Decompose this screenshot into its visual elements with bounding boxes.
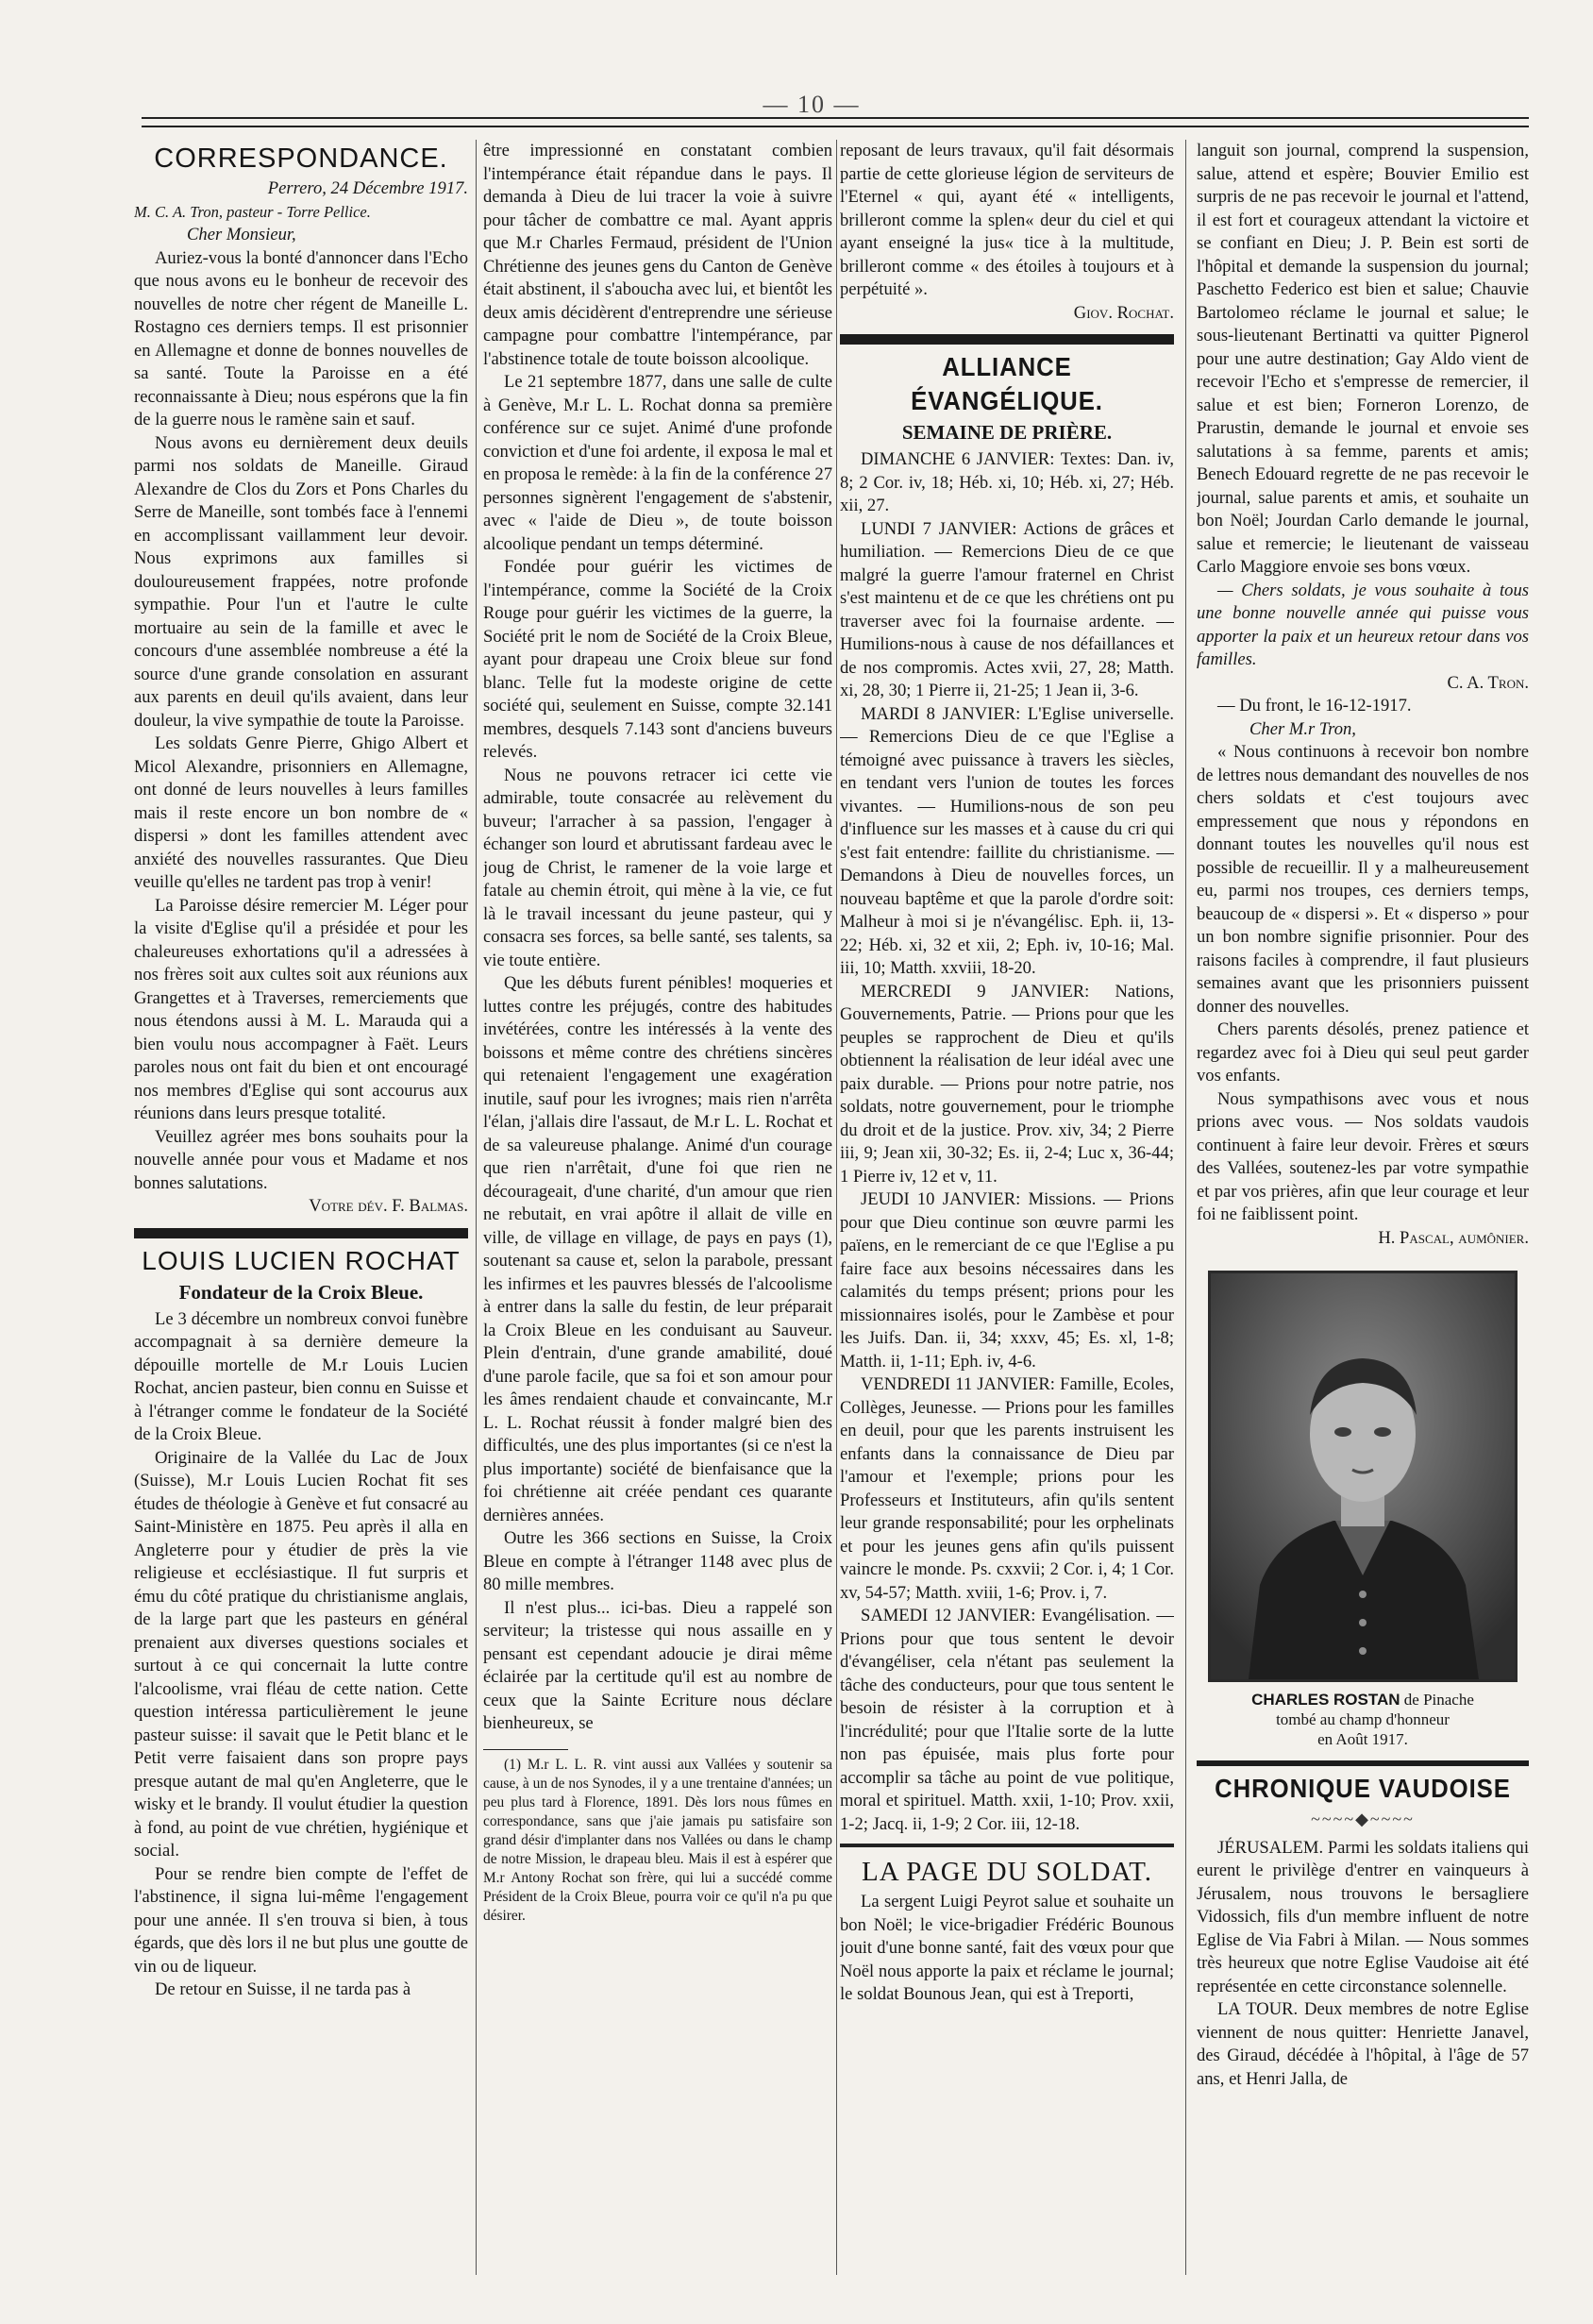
paragraph: Outre les 366 sections en Suisse, la Croix Bleue en compte à l'étranger 1148 avec plus de 80 mille membres. (483, 1528, 832, 1594)
paragraph: Les soldats Genre Pierre, Ghigo Albert et Micol Alexandre, prisonniers en Allemagne, ont donné de leurs nouvelles à leurs familles mais il reste encore un bon nombre de « dispersi » dont les familles attendent avec anxiété des nouvelles rassurantes. Que Dieu veuille qu'elles ne tardent pas trop à venir! (134, 733, 468, 892)
photo-caption-name: CHARLES ROSTAN (1251, 1691, 1400, 1709)
dateline: Perrero, 24 Décembre 1917. (267, 178, 468, 198)
column-4 (1197, 140, 1529, 2311)
column-3 (840, 140, 1174, 2311)
paragraph: « Nous continuons à recevoir bon nombre de lettres nous demandant des nouvelles de nos chers soldats et c'est toujours avec empressement que nous y répondons en donnant toutes les nouvelles qu'il nous est possible de recueillir. Il y a malheureusement eu, parmi nos troupes, ces derniers temps, beaucoup de « dispersi ». Et « disperso » pour un bon nombre signifie prisonnier. Pour des raisons faciles à comprendre, il faut plusieurs semaines avant que les prisonniers puissent donner des nouvelles. (1197, 742, 1529, 1017)
ornament-divider: ~~~~◆~~~~ (1311, 1810, 1415, 1828)
dateline: — Du front, le 16-12-1917. (1217, 696, 1412, 716)
paragraph: La sergent Luigi Peyrot salue et souhaite un bon Noël; le vice-brigadier Frédéric Bounous jouit d'une bonne santé, fait des vœux pour que Noël nous apporte la paix et réclame le journal; le soldat Bounous Jean, qui est à Treporti, (840, 1892, 1174, 2004)
paragraph: être impressionné en constatant combien l'intempérance était répandue dans le pays. Il demanda à Dieu de lui tracer la voie à suivre pour tâcher de combattre ce mal. Ayant appris que M.r Charles Fermaud, président de l'Union Chrétienne des jeunes gens du Canton de Genève était abstinent, il s'aboucha avec lui, et bientôt les deux amis décidèrent d'entreprendre une sérieuse campagne pour combattre l'intempérance, par l'abstinence totale de toute boisson alcoolique. (483, 141, 832, 369)
portrait-image (1211, 1273, 1515, 1679)
paragraph: reposant de leurs travaux, qu'il fait désormais partie de cette glorieuse légion de serviteurs de l'Eternel « qui, ayant été « intelligents, brilleront comme la splen« deur du ciel et qui ayant enseigné la jus« tice à la multitude, brilleront comme « des étoiles à toujours et à perpétuité ». (840, 141, 1174, 299)
column-divider (836, 140, 837, 2275)
paragraph: languit son journal, comprend la suspension, salue, attend et espère; Bouvier Emilio est surpris de ne pas recevoir le journal et l'attend, il est fort et courageux attendant la victoire et se confiant en Dieu; J. P. Bein est sorti de l'hôpital et demande la suspension du journal; Paschetto Federico est bien et salue; Chauvie Bartolomeo réclame le journal et salue; le sous-lieutenant Bertinatti va quitter Pignerol pour une autre destination; Gay Aldo vient de recevoir l'Echo et s'empresse de remercier, il salue et est bien; Forneron Lorenzo, de Prarustin, demande le journal et envoie ses salutations à sa femme, parents et amis; Benech Edouard regrette de ne pas recevoir le journal, salue parents et amis, et souhaite un bon Noël; Jourdan Carlo demande le journal, salue et remercie; le lieutenant de vaisseau Carlo Maggiore envoie ses bons vœux. (1197, 141, 1529, 577)
paragraph: Le 21 septembre 1877, dans une salle de culte à Genève, M.r L. L. Rochat donna sa première conférence sur ce sujet. Animé d'une profonde conviction et d'une foi ardente, il exposa le mal et en proposa le remède: à la fin de la conférence 27 personnes signèrent l'engagement de s'abstenir, avec « l'aide de Dieu », de toute boisson alcoolique pendant un temps déterminé. (483, 372, 832, 554)
footnote: (1) M.r L. L. R. vint aussi aux Vallées y soutenir sa cause, à un de nos Synodes, il y a une trentaine d'années; un peu plus tard à Florence, 1891. Dès lors nous fûmes en correspondance, sans que j'aie jamais pu satisfaire son grand désir d'implanter dans nos Vallées ou dans le champ de notre Mission, le drapeau bleu. Mais il est à espérer que M.r Antony Rochat son frère, qui lui a succédé comme Président de la Croix Bleue, pourra voir ce qu'il n'a pu que désirer. (483, 1756, 832, 1924)
photo-caption-line: en Août 1917. (1317, 1730, 1408, 1748)
column-divider (1185, 140, 1186, 2275)
paragraph: Auriez-vous la bonté d'annoncer dans l'Echo que nous avons eu le bonheur de recevoir des nouvelles de notre cher régent de Maneille L. Rostagno ces derniers temps. Il est prisonnier en Allemagne et donne de bonnes nouvelles de sa santé. Toute la Paroisse en a été reconnaissante à Dieu; nous espérons que la fin de la guerre nous le ramène sain et sauf. (134, 247, 468, 429)
column-divider (476, 140, 477, 2275)
paragraph: Nous sympathisons avec vous et nous prions avec vous. — Nos soldats vaudois continuent à faire leur devoir. Frères et sœurs des Vallées, soutenez-les par votre sympathie et par vos prières, afin que leur courage et leur foi ne faiblissent point. (1197, 1088, 1529, 1224)
paragraph: Originaire de la Vallée du Lac de Joux (Suisse), M.r Louis Lucien Rochat fit ses études de théologie à Genève et fut consacré au Saint-Ministère en 1875. Peu après il alla en Angleterre pour y étudier de près la vie religieuse et ecclésiastique. Il fut surpris et ému du côté pratique du christianisme anglais, de la large part que les pasteurs en général prenaient aux diverses questions sociales et surtout à ce qui concernait la lutte contre l'alcoolisme, vrai fléau de cette nation. Cette question intéressa particulièrement le jeune pasteur suisse: il savait que le Petit blanc et le Petit verre faisaient dans son propre pays presque autant de mal qu'en Angleterre, que le wisky et le brandy. Il voulut étudier la question à fond, au point de vue chrétien, hygiénique et social. (134, 1447, 468, 1861)
footnote-rule (483, 1749, 568, 1750)
salutation: Cher M.r Tron, (1249, 718, 1356, 739)
signature: Votre dév. F. Balmas. (309, 1196, 468, 1216)
rochat-heading: LOUIS LUCIEN ROCHAT (142, 1245, 461, 1275)
alliance-subheading: SEMAINE DE PRIÈRE. (901, 421, 1113, 444)
paragraph: Il n'est plus... ici-bas. Dieu a rappelé son serviteur; la tristesse qui nous assaille en y pensant est cependant adoucie je dirai même éclairée par la certitude qu'il est au nombre de ceux que la Sainte Ecriture nous déclare bienheureux, se (483, 1597, 832, 1733)
section-separator (840, 334, 1174, 345)
address-line: M. C. A. Tron, pasteur - Torre Pellice. (134, 202, 371, 221)
paragraph: Le 3 décembre un nombreux convoi funèbre accompagnait à sa dernière demeure la dépouille mortelle de M.r Louis Lucien Rochat, ancien pasteur, bien connu en Suisse et à l'étranger comme le fondateur de la Société de la Croix Bleue. (134, 1308, 468, 1444)
photo-caption-line: tombé au champ d'honneur (1276, 1710, 1450, 1728)
paragraph: Pour se rendre bien compte de l'effet de l'abstinence, il signa lui-même l'engagement pour une année. Il s'en trouva si bien, à tous égards, que dès lors il ne but plus une goutte de vin ou de liqueur. (134, 1863, 468, 1977)
paragraph: Fondée pour guérir les victimes de l'intempérance, comme la Société de la Croix Rouge pour guérir les victimes de la guerre, la Société prit le nom de Société de la Croix Bleue, ayant pour drapeau une Croix bleue sur fond blanc. Telle fut la modeste origine de cette société qui, seulement en Suisse, compte 32.141 membres, desquels 7.143 sont d'anciens buveurs relevés. (483, 557, 832, 762)
paragraph: Nous ne pouvons retracer ici cette vie admirable, toute consacrée au relèvement du buveur; l'arracher à sa passion, l'engager à échanger son lourd et abrutissant fardeau avec le joug de Christ, le ramener de la voie large et fatale au chemin étroit, qui mène à la vie, ce fut là le travail incessant du jeune pasteur, qui y consacra ses forces, sa belle santé, ses talents, sa vie toute entière. (483, 765, 832, 970)
soldat-heading: LA PAGE DU SOLDAT. (861, 1857, 1153, 1887)
prayer-day: DIMANCHE 6 JANVIER: Textes: Dan. iv, 8; 2 Cor. iv, 18; Héb. xi, 10; Héb. xi, 27; Héb. xii, 27. (840, 449, 1174, 515)
paragraph: De retour en Suisse, il ne tarda pas à (155, 1979, 411, 1999)
paragraph: La Paroisse désire remercier M. Léger pour la visite d'Eglise qu'il a présidée et pour les chaleureuses exhortations qu'il a adressées à nos frères soit aux cultes soit aux réunions aux Grangettes et à Traverses, remerciements que nous étendons aussi à M. L. Marauda qui a bien voulu nous accompagner à Faët. Leurs paroles nous ont fait du bien et ont encouragé nos membres d'Eglise qui sont accourus aux réunions dans leurs presque totalité. (134, 895, 468, 1123)
column-1 (134, 140, 468, 2311)
paragraph: Chers parents désolés, prenez patience et regardez avec foi à Dieu qui seul peut garder vos enfants. (1197, 1019, 1529, 1086)
section-separator (840, 1844, 1174, 1847)
prayer-day: VENDREDI 11 JANVIER: Famille, Ecoles, Collèges, Jeunesse. — Prions pour les familles en deuil, pour que les parents instruisent les enfants dans la connaissance de Dieu par l'amour et l'exemple; prions pour les Professeurs et Instituteurs, afin qu'ils sentent leur grande responsabilité; pour les orphelinats et pour les jeunes gens afin qu'ils puissent vaincre le monde. Ps. cxxvii; 2 Cor. i, 4; 1 Cor. xv, 54-57; Matth. xviii, 1-6; Prov. i, 7. (840, 1374, 1174, 1603)
page-number: — 10 — (763, 91, 861, 118)
paragraph: — Chers soldats, je vous souhaite à tous une bonne nouvelle année qui puisse vous apporter la paix et un heureux retour dans vos familles. (1197, 580, 1529, 669)
paragraph: Veuillez agréer mes bons souhaits pour la nouvelle année pour vous et Madame et nos bonnes salutations. (134, 1126, 468, 1193)
soldier-portrait-photo (1208, 1271, 1518, 1682)
signature: Giov. Rochat. (1073, 302, 1174, 323)
paragraph: LA TOUR. Deux membres de notre Eglise viennent de nous quitter: Henriette Janavel, des Giraud, décédée à l'hôpital, à l'âge de 57 ans, et Henri Jalla, de (1197, 1999, 1529, 2089)
section-separator (134, 1228, 468, 1238)
prayer-day: JEUDI 10 JANVIER: Missions. — Prions pour que Dieu continue son œuvre parmi les païens, en le remerciant de ce que l'Eglise a pu faire face aux besoins nécessaires dans les calamités du temps présent; prions pour les missionnaires isolés, pour le Zambèse et pour les Juifs. Dan. ii, 34; xxxv, 45; Es. xl, 1-8; Matth. ii, 1-11; Eph. iv, 4-6. (840, 1189, 1174, 1372)
paragraph: Nous avons eu dernièrement deux deuils parmi nos soldats de Maneille. Giraud Alexandre de Clos du Zors et Pons Charles du Serre de Maneille, sont tombés face à l'ennemi en accomplissant vaillamment leur devoir. Nous exprimons aux familles si douloureusement frappées, notre profonde sympathie. Pour l'un et l'autre le culte mortuaire au sein de la famille et avec le concours d'une assemblée nombreuse a été la source d'une grande consolation en assurant aux parents en deuil qu'ils avaient, dans leur douleur, la vive sympathie de toute la Paroisse. (134, 432, 468, 731)
paragraph: Que les débuts furent pénibles! moqueries et luttes contre les préjugés, contre des habitudes invétérées, contre les intéressés à la vente des boissons et même contre des chrétiens sincères qui retenaient l'engagement une exagération inutile, sauf pour les ivrognes; mais rien n'arrêta l'élan, j'allais dire l'assaut, de M.r L. L. Rochat et de sa valeureuse phalange. Animé d'un courage que rien n'arrêtait, d'une foi que rien ne décourageait, d'une charité, d'un amour que rien ne rebutait, en vrai apôtre il allait de ville en ville, de village en village, de pays en pays (1), soutenant sa cause et, selon la parabole, pressant les infirmes et les pauvres blessés de l'alcoolisme à entrer dans la salle du festin, de leur préparait la Croix Bleue en les conduisant au Sauveur. Plein d'entrain, d'une grande amabilité, doué d'une parole facile, que sa foi et son amour pour les âmes rendaient chaude et convaincante, M.r L. L. Rochat réussit à fonder malgré bien des difficultés, une des plus importantes (si ce n'est la plus importante) société de bienfaisance que la foi chrétienne ait créée pendant ces quarante dernières années. (483, 973, 832, 1525)
prayer-day: MERCREDI 9 JANVIER: Nations, Gouvernements, Patrie. — Prions pour que les peuples se rapprochent de Dieu et qu'ils obtiennent la réalisation de leur idéal avec une paix durable. — Prions pour notre patrie, nos soldats, notre gouvernement, pour le triomphe du droit et de la justice. Prov. xiv, 34; 2 Pierre iii, 9; Jean xii, 30-32; Es. ii, 2-4; Luc x, 36-44; 1 Pierre iv, 12 et v, 11. (840, 981, 1174, 1187)
prayer-day: MARDI 8 JANVIER: L'Eglise universelle. — Remercions Dieu de ce que l'Eglise a témoigné avec puissance à travers les siècles, en tendant vers l'union de toutes les forces vivantes. — Humilions-nous de son peu d'influence sur les masses et à cause du cri qui s'est fait entendre: faillite du christianisme. — Demandons à Dieu de nouvelles forces, un nouveau baptême et que la parole d'ordre soit: Malheur à moi si je n'évangélisc. Eph. ii, 13-22; Héb. xi, 32 et xii, 2; Eph. iv, 10-16; Mal. iii, 10; Matth. xxviii, 18-20. (840, 703, 1174, 978)
prayer-day: SAMEDI 12 JANVIER: Evangélisation. — Prions pour que tous sentent le devoir d'évangéliser, cela n'étant pas seulement la tâche des conducteurs, pour que tous sentent le besoin de résister à la corruption et à l'incrédulité; pour que l'Italie sorte de la lutte non pas épuisée, mais plus forte pour accomplir sa tâche au point de vue politique, moral et spirituel. Matth. xxii, 1-10; Prov. xxii, 1-2; Jacq. ii, 1-9; 2 Cor. iii, 12-18. (840, 1606, 1174, 1834)
signature: C. A. Tron. (1447, 672, 1529, 693)
chronique-heading: CHRONIQUE VAUDOISE (1215, 1774, 1511, 1803)
correspondance-heading: CORRESPONDANCE. (154, 143, 448, 174)
salutation: Cher Monsieur, (187, 225, 296, 244)
column-2 (483, 140, 832, 2311)
prayer-day: LUNDI 7 JANVIER: Actions de grâces et humiliation. — Remercions Dieu de ce que malgré la guerre l'amour fraternel en Christ s'est maintenu et de ce que les chrétiens ont pu traverser avec foi la fournaise ardente. — Humilions-nous à cause de nos défaillances et de nos compromis. Actes xvii, 27, 28; Matth. xi, 28, 30; 1 Pierre ii, 21-25; 1 Jean ii, 3-6. (840, 518, 1174, 700)
alliance-heading: ALLIANCE ÉVANGÉLIQUE. (911, 352, 1103, 415)
signature: H. Pascal, aumônier. (1378, 1227, 1529, 1248)
section-separator (1197, 1760, 1529, 1766)
rochat-subheading: Fondateur de la Croix Bleue. (178, 1280, 424, 1304)
photo-caption-place: de Pinache (1403, 1691, 1474, 1709)
photo-caption (1197, 1690, 1529, 1749)
paragraph: JÉRUSALEM. Parmi les soldats italiens qui eurent le privilège d'entrer en vainqueurs à Jérusalem, nous trouvons le bersagliere Vidossich, fils d'un membre influent de notre Eglise de Via Fabri à Milan. — Nous sommes très heureux que notre Eglise Vaudoise ait été représentée en cette circonstance solennelle. (1197, 1837, 1529, 1996)
top-double-rule (142, 117, 1529, 127)
